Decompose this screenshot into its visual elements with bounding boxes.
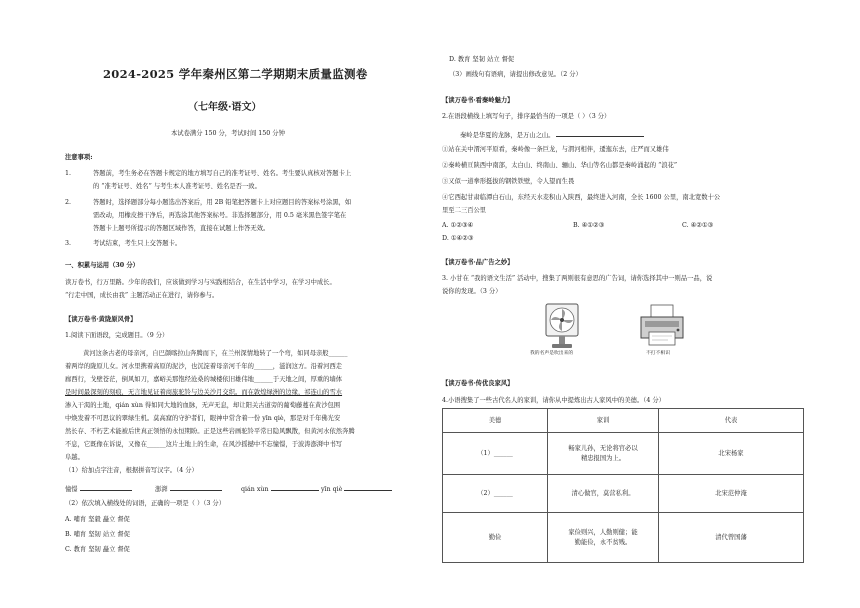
option-b: B. 哺育 坚韧 站立 督促 [65, 531, 131, 538]
passage-line: 阜越。 [65, 454, 84, 461]
pinyin-item [155, 484, 222, 494]
table-header: 家训 [548, 409, 659, 433]
exam-info: 本试卷满分 150 分，考试时间 150 分钟 [171, 130, 285, 137]
fan-icon [537, 302, 587, 350]
section-heading: 一、积累与运用（30 分） [65, 262, 139, 269]
virtue-cell[interactable]: （1）______ [443, 433, 548, 475]
motto-line: 勤能俭，永不贫贱。 [574, 538, 632, 546]
passage-line: 然长存、不朽艺术能被后世真正领悟的永恒期盼。正是这些岩画驼铃平常日隐风飘散，但黄河水依然奔腾 [65, 428, 355, 435]
section-intro: “行走中国，成长由我” 主题活动正在进行，请你参与。 [65, 292, 219, 299]
block-heading: 【读万卷书·品广告之妙】 [442, 259, 514, 266]
motto-cell [548, 475, 659, 513]
table-row [443, 513, 804, 563]
option-a: A. 哺育 坚毅 矗立 督促 [65, 516, 130, 523]
section-intro: 读万卷书，行万里路。少年的我们，应该做到学习与实践相结合，在生活中学习，在学习中成长。 [65, 279, 336, 286]
block-heading: 【读万卷书·看秦岭魅力】 [442, 97, 514, 104]
passage-line: 不息，它既像在诉说，又像在______这片土地上的生命，在风沙摇撼中不忘憧憬，于波涛澎湃中书写 [65, 441, 343, 448]
block-heading: 【读万卷书·传优良家风】 [442, 380, 514, 387]
answer-blank[interactable] [344, 484, 392, 491]
choice-c: C. ④②①③ [682, 222, 714, 229]
pinyin-word: 澎湃 [155, 486, 168, 493]
passage-line: 中焕发着不可思议的翠绿生机。莫高窟的守护者们，眼神中常含着一份 yīn qiè，那是对千年佛光安 [65, 415, 341, 422]
pinyin-item [65, 484, 132, 494]
choice-d: D. ①④②③ [442, 235, 474, 242]
answer-blank[interactable] [170, 484, 222, 491]
motto-line: 清心做官，莫营私利。 [571, 489, 635, 497]
exam-subtitle: （七年级·语文） [188, 102, 262, 113]
motto-line: 精忠报国为上。 [580, 454, 626, 462]
answer-blank[interactable] [271, 484, 319, 491]
sentence-item: ④它西起甘肃临潭白石山，东经天水麦积山入陕西，最终进入河南，全长 1600 公里，南北宽数十公 [442, 194, 721, 201]
pinyin-word: qián xùn [241, 486, 269, 493]
question-2-lead [460, 130, 644, 140]
passage-line: 廊西行，戈壁苍茫，倒风如刀，嘉峪关那饱经沧桑的城楼依旧雄伟地______于天地之间，厚重的墙体 [65, 376, 343, 383]
question-1: 1.阅读下面语段，完成题目。（9 分） [65, 332, 169, 339]
option-d: D. 教育 坚韧 站立 督促 [449, 56, 515, 63]
subquestion-3: （3）画线句有语病，请提出修改意见。（2 分） [449, 71, 582, 78]
notes-heading: 注意事项: [65, 154, 93, 161]
exam-title: 2024-2025 学年秦州区第二学期期末质量监测卷 [103, 67, 368, 81]
passage-line: 黄河这条古老的母亲河，自巴颜喀拉山奔腾而下，在兰州深情地转了一个弯，如同母亲般______ [83, 350, 348, 357]
note-number: 3. [65, 240, 72, 247]
table-header: 美德 [443, 409, 548, 433]
note-line: 答题前，考生务必在答题卡规定的地方填写自己的准考证号、姓名。考生要认真核对答题卡上 [93, 170, 352, 177]
note-number: 1. [65, 170, 72, 177]
block-heading: 【读万卷书·黄陇原风骨】 [65, 316, 137, 323]
pinyin-word: yīn qiè [321, 486, 343, 493]
family-motto-table [442, 408, 804, 563]
note-line: 答题卡上题号所提示的答题区域作答，直接在试题上作答无效。 [93, 225, 270, 232]
sentence-item: 里至二三百公里 [442, 207, 487, 214]
motto-line: 畅家儿孙，无论将官必以 [568, 444, 638, 452]
answer-blank[interactable] [556, 130, 644, 137]
table-header-row [443, 409, 804, 433]
ad-caption: 我的名声是吹出来的 [530, 351, 574, 356]
motto-line: 家俭则兴，人勤则健；能 [568, 528, 638, 536]
subquestion-2: （2）依次填入横线处的词语，正确的一项是（ ）（3 分） [65, 500, 225, 507]
representative-cell: 北宋杨家 [659, 433, 804, 475]
sentence-item: ②秦岭横亘陕西中南部，太白山、终南山、骊山、华山等名山都是秦岭涌起的 “浪花” [442, 162, 678, 169]
motto-cell [548, 433, 659, 475]
choice-b: B. ④①②③ [573, 222, 605, 229]
note-line: 需改动，用橡皮擦干净后，再选涂其他答案标号。非选择题部分，用 0.5 毫米黑色签字笔在 [93, 212, 347, 219]
representative-cell: 北宋范仲淹 [659, 475, 804, 513]
virtue-cell[interactable]: （2）______ [443, 475, 548, 513]
motto-cell [548, 513, 659, 563]
table-row [443, 475, 804, 513]
option-c: C. 教育 坚韧 矗立 督促 [65, 546, 130, 553]
question-3: 3. 小甘在 “我的语文生活” 活动中，搜集了两则很有意思的广告词，请你选择其中一则品一品，说 [442, 275, 713, 282]
sentence-item: ①站在关中渭河平原看，秦岭像一条巨龙，与渭河相伴，逶迤东去，庄严而又雄伟 [442, 146, 669, 153]
note-line: 的 “准考证号、姓名” 与考生本人准考证号、姓名是否一致。 [93, 183, 261, 190]
pinyin-word: 憧憬 [65, 486, 78, 493]
passage-underlined-line: 是时间最深刻的刻痕，无言地见证着商旅驼铃与边关沙月交织。而在敦煌绿洲的边缘，祁连山的雪水 [65, 389, 343, 396]
virtue-cell: 勤俭 [443, 513, 548, 563]
question-2: 2.在语段横线上填写句子，排序最恰当的一项是（ ）（3 分） [442, 113, 611, 120]
lead-text: 秦岭是华夏的龙脉，是万山之山。 [460, 132, 555, 139]
note-line: 答题时，选择题部分每小题选出答案后，用 2B 铅笔把答题卡上对应题目的答案标号涂黑，如 [93, 199, 352, 206]
ad-caption: 不打不相识 [646, 351, 670, 356]
representative-cell: 清代曾国藩 [659, 513, 804, 563]
pinyin-item [321, 484, 392, 494]
table-header: 代表 [659, 409, 804, 433]
question-3: 说你的发现。（3 分） [442, 288, 502, 295]
table-row [443, 433, 804, 475]
subquestion-1: （1）给加点字注音，根据拼音写汉字。（4 分） [65, 467, 198, 474]
choice-a: A. ①②③④ [442, 222, 474, 229]
note-number: 2. [65, 199, 72, 206]
note-line: 考试结束，考生只上交答题卡。 [93, 240, 182, 247]
question-4: 4.小语搜集了一些古代名人的家训，请你从中提炼出古人家风中的美德。（4 分） [442, 397, 665, 404]
pinyin-item [241, 484, 319, 494]
passage-line: 渗入干渴的土地，qián xùn 得如同大地的血脉，无声无息，却让阳关古道旁的葡萄藤蔓在黄沙包围 [65, 402, 341, 409]
passage-line: 着两岸的陇原儿女。河水里携着高原的泥沙，也沉淀着母亲河千年的______，滋润这方。沿着河西走 [65, 363, 343, 370]
printer-icon [637, 302, 687, 350]
sentence-item: ③又似一道拳形挺拔的钢铁铁壁，令人望而生畏 [442, 178, 575, 185]
answer-blank[interactable] [80, 484, 132, 491]
